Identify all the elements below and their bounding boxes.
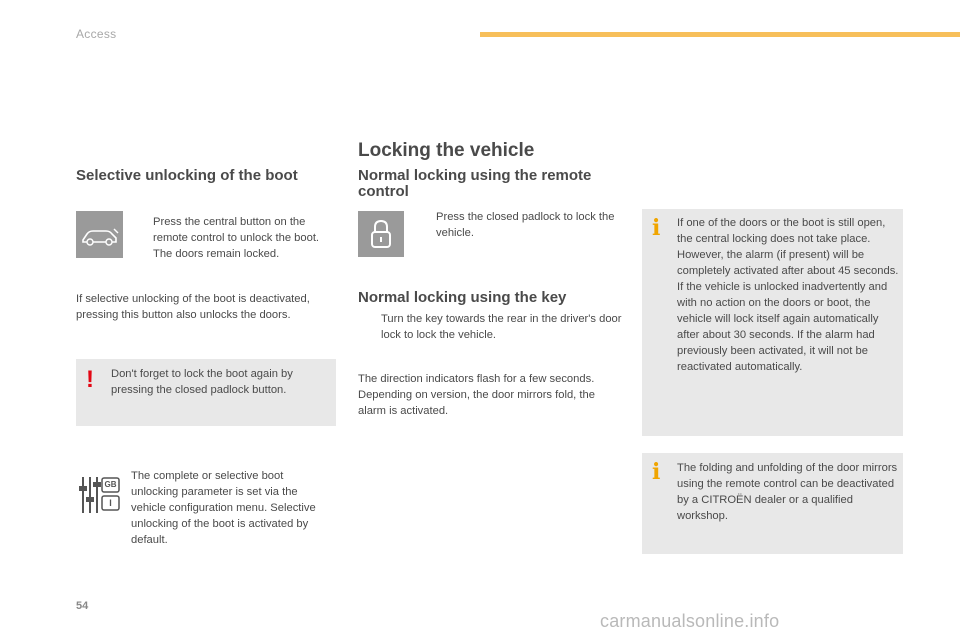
settings-sliders-icon bbox=[78, 475, 120, 515]
locking-heading: Locking the vehicle bbox=[358, 140, 535, 161]
key-locking-heading: Normal locking using the key bbox=[358, 289, 567, 306]
remote-locking-step: Press the closed padlock to lock the vehicle. bbox=[436, 211, 615, 239]
key-locking-step: Turn the key towards the rear in the driver's door lock to lock the vehicle. bbox=[381, 313, 622, 341]
boot-unlock-step: Press the central button on the remote control to unlock the boot. The doors remain locked. bbox=[153, 216, 320, 260]
info-text-1: If one of the doors or the boot is still open, the central locking does not take place. However, the alarm (if present) will be completely activated after about 45 seconds. If the vehicle is unlocked inadvertently and with no action on the doors or boot, the vehicle will lock itself again automatically after about 30 seconds. If the alarm had previously been activated, it will not be reactivated automatically. bbox=[677, 217, 899, 373]
page-number: 54 bbox=[76, 600, 89, 612]
info-icon: i bbox=[652, 215, 661, 241]
accent-bar bbox=[480, 32, 960, 37]
warning-icon: ! bbox=[86, 366, 94, 393]
section-title: Access bbox=[76, 27, 117, 41]
info-badge: I bbox=[109, 498, 112, 508]
config-text: The complete or selective boot unlocking parameter is set via the vehicle configuration menu. Selective unlocking of the boot is activated by default. bbox=[131, 470, 316, 546]
locking-paragraph: The direction indicators flash for a few seconds. Depending on version, the door mirrors fold, the alarm is activated. bbox=[358, 373, 595, 417]
info-text-2: The folding and unfolding of the door mirrors using the remote control can be deactivated by a CITROËN dealer or a qualified workshop. bbox=[677, 462, 898, 522]
padlock-button-icon bbox=[358, 211, 404, 257]
warning-text: Don't forget to lock the boot again by pressing the closed padlock button. bbox=[111, 368, 293, 396]
remote-locking-heading: Normal locking using the remote control bbox=[358, 167, 592, 200]
car-boot-icon bbox=[76, 211, 123, 258]
boot-unlock-paragraph: If selective unlocking of the boot is deactivated, pressing this button also unlocks the doors. bbox=[76, 293, 310, 321]
selective-unlocking-heading: Selective unlocking of the boot bbox=[76, 167, 298, 184]
watermark: carmanualsonline.info bbox=[600, 611, 780, 631]
language-badge: GB bbox=[104, 480, 117, 489]
info-icon: i bbox=[652, 459, 661, 485]
